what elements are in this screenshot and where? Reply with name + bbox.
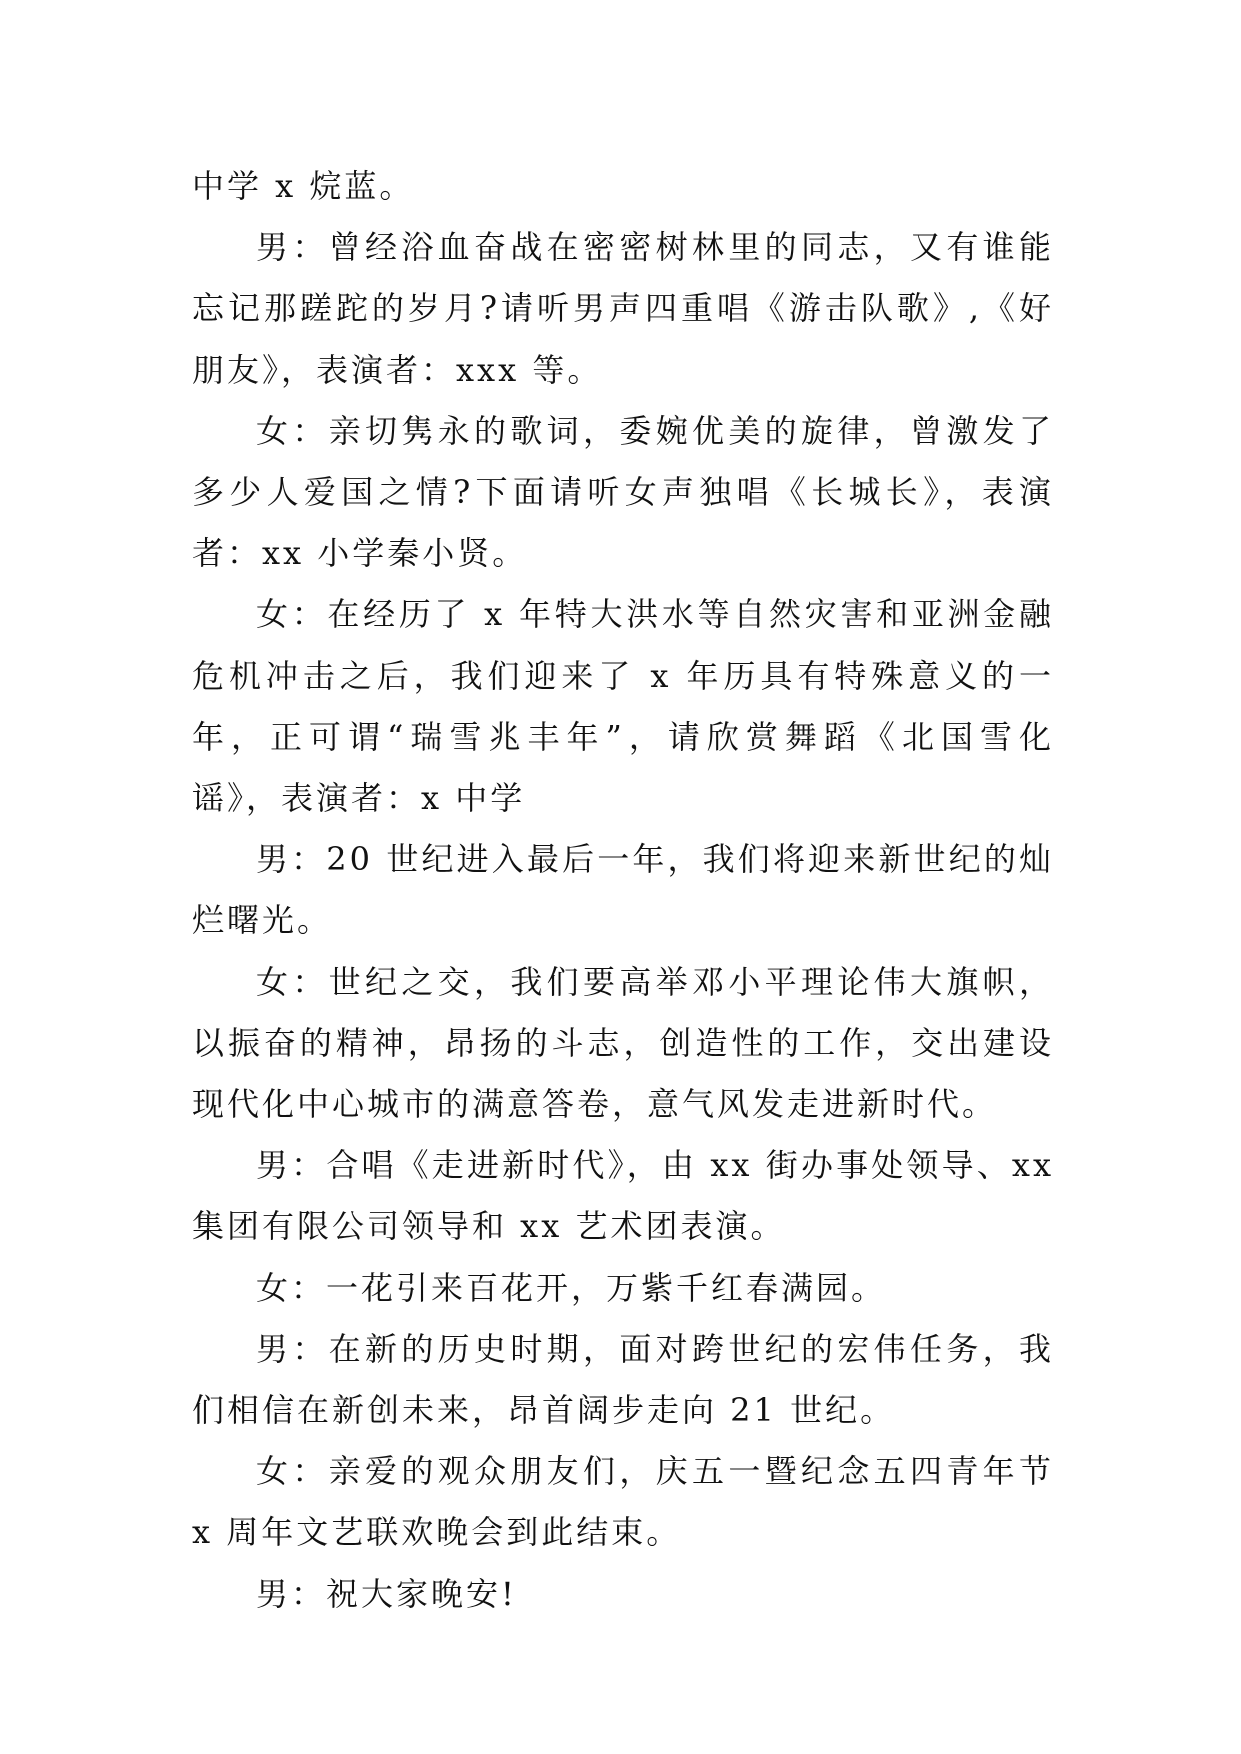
- paragraph-male-chorus: 男：合唱《走进新时代》，由 xx 街办事处领导、xx 集团有限公司领导和 xx 艺术团表演。: [192, 1146, 1054, 1246]
- paragraph-female-great-wall: 女：亲切隽永的歌词，委婉优美的旋律，曾激发了多少人爱国之情?下面请听女声独唱《长城长》，表演者：xx 小学秦小贤。: [192, 411, 1054, 573]
- paragraph-female-flowers: 女：一花引来百花开，万紫千红春满园。: [256, 1268, 887, 1307]
- paragraph-continuation: 中学 x 烷蓝。: [192, 167, 415, 205]
- paragraph-male-goodnight: 男：祝大家晚安!: [256, 1574, 517, 1613]
- paragraph-female-closing: 女：亲爱的观众朋友们，庆五一暨纪念五四青年节 x 周年文艺联欢晚会到此结束。: [192, 1452, 1054, 1552]
- paragraph-male-new-century: 男：20 世纪进入最后一年，我们将迎来新世纪的灿烂曙光。: [192, 840, 1054, 940]
- paragraph-male-21st-century: 男：在新的历史时期，面对跨世纪的宏伟任务，我们相信在新创未来，昂首阔步走向 21 世纪。: [192, 1329, 1054, 1430]
- paragraph-male-guerrilla-song: 男：曾经浴血奋战在密密树林里的同志，又有谁能忘记那蹉跎的岁月?请听男声四重唱《游击队歌》,《好朋友》，表演者：xxx 等。: [192, 228, 1054, 389]
- paragraph-female-turn-of-century: 女：世纪之交，我们要高举邓小平理论伟大旗帜，以振奋的精神，昂扬的斗志，创造性的工作，交出建设现代化中心城市的满意答卷，意气风发走进新时代。: [192, 962, 1054, 1124]
- paragraph-female-snow-dance: 女：在经历了 x 年特大洪水等自然灾害和亚洲金融危机冲击之后，我们迎来了 x 年历具有特殊意义的一年，正可谓“瑞雪兆丰年”，请欣赏舞蹈《北国雪化谣》，表演者：x 中学: [192, 595, 1054, 818]
- document-body: [192, 156, 1054, 1625]
